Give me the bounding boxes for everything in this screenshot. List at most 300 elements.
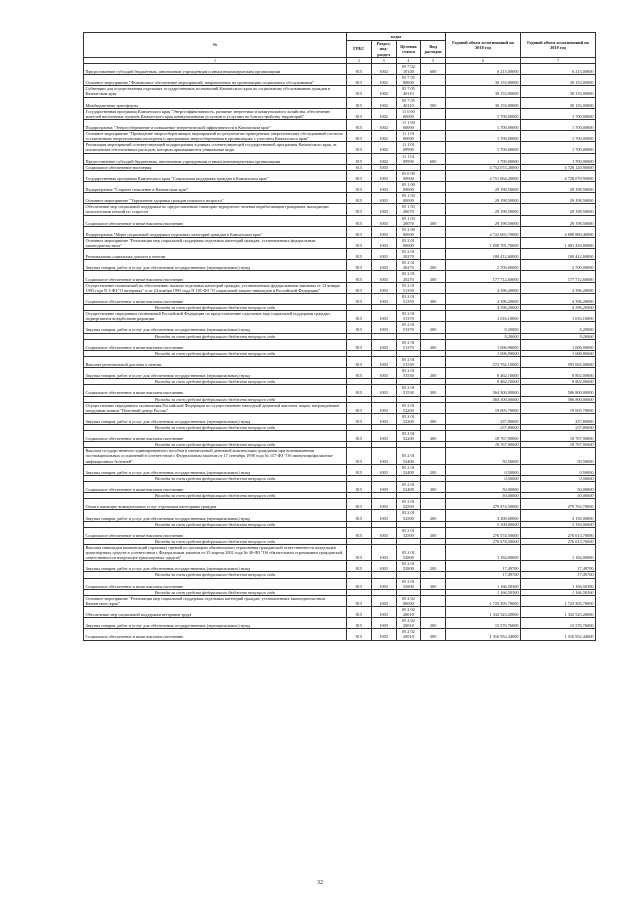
expense-type-cell [421, 402, 446, 413]
target-article-cell: 05 2 01 52400 [396, 464, 421, 475]
target-article-cell: 11 1 01 09990 [396, 142, 421, 153]
amount-2019-cell: 1 725 305,70000 [521, 595, 596, 606]
funding-note-text: Расходы за счет средств федерального бюджета текущего года [84, 538, 347, 544]
grbs-cell: 815 [347, 170, 372, 181]
target-article-cell: 05 2 02 20010 [396, 607, 421, 618]
razdel-cell: 1003 [371, 226, 396, 237]
razdel-cell: 1003 [371, 544, 396, 560]
grbs-cell: 815 [347, 431, 372, 442]
razdel-cell: 1003 [371, 164, 396, 170]
table-row [84, 97, 596, 108]
amount-2018-cell: 2 700,00000 [446, 260, 521, 271]
expense-type-cell [421, 282, 446, 293]
amount-2019-cell: 17,49700 [521, 572, 596, 578]
amount-2018-cell: 1 332 523,20000 [446, 607, 521, 618]
funding-note-text: Расходы за счет средств федерального бюджета текущего года [84, 442, 347, 448]
target-article-cell: 05 2 01 52500 [396, 527, 421, 538]
target-article-cell: 05 2 01 51370 [396, 322, 421, 333]
row-name-cell: Социальное обеспечение и иные выплаты населению [84, 578, 347, 589]
razdel-cell: 1002 [371, 64, 396, 75]
amount-2019-cell: 29 198,50000 [521, 204, 596, 215]
grbs-cell: 815 [347, 75, 372, 86]
row-name-cell: Основное мероприятие "Реализация мер социальной поддержки отдельных категорий граждан, установленных законодательством Камчатского края" [84, 595, 347, 606]
razdel-cell: 1003 [371, 402, 396, 413]
row-name-cell: Закупка товаров, работ и услуг для обеспечения государственных (муниципальных) нужд [84, 464, 347, 475]
row-name-cell: Закупка товаров, работ и услуг для обеспечения государственных (муниципальных) нужд [84, 413, 347, 424]
target-article-cell: 05 7 02 10140 [396, 64, 421, 75]
row-name-cell: Основное мероприятие "Укрепление здоровья граждан пожилого возраста" [84, 193, 347, 204]
column-index: 5 [421, 58, 446, 64]
row-name-cell: Реализация мероприятий соответствующей подпрограммы в рамках соответствующей государственной программы Камчатского края, за исключением обеспеченных расходов, которым присваиваются уникальные коды [84, 142, 347, 153]
amount-2019-cell: 1 006,90000 [521, 350, 596, 356]
table-row [84, 204, 596, 215]
amount-2019-cell: 6 213,00000 [521, 64, 596, 75]
row-name-cell: Социальное обеспечение и иные выплаты населению [84, 385, 347, 396]
budget-table [83, 32, 596, 641]
amount-2019-cell: 0,50000 [521, 475, 596, 481]
target-article-cell: 05 2 01 20270 [396, 249, 421, 260]
amount-2019-cell: 276 613,70000 [521, 538, 596, 544]
table-row [84, 544, 596, 560]
amount-2018-cell: 237,80000 [446, 413, 521, 424]
razdel-cell: 1003 [371, 282, 396, 293]
table-row [84, 260, 596, 271]
row-name-cell: Региональная социальная доплата к пенсии [84, 249, 347, 260]
expense-type-cell [421, 448, 446, 464]
expense-type-cell [421, 193, 446, 204]
table-body [84, 64, 596, 641]
amount-2019-cell: 1 700,00000 [521, 131, 596, 142]
amount-2019-cell: 4 728 078,90000 [521, 170, 596, 181]
target-article-cell: 05 2 01 51370 [396, 311, 421, 322]
amount-2018-cell: 237,80000 [446, 425, 521, 431]
row-name-cell: Основное мероприятие "Проведение энергосберегающих мероприятий по результатам проведенных энергетических обследований согласно составленным энергетическим паспортам и программам энергосбережения в организациях с участием Камчатского края" [84, 131, 347, 142]
table-row [84, 193, 596, 204]
table-row [84, 142, 596, 153]
grbs-cell: 815 [347, 249, 372, 260]
funding-note-text: Расходы за счет средств федерального бюджета текущего года [84, 396, 347, 402]
grbs-cell: 815 [347, 402, 372, 413]
amount-2018-cell: 180 412,60000 [446, 249, 521, 260]
amount-2019-cell: 17,49700 [521, 561, 596, 572]
amount-2018-cell: 564 300,00000 [446, 385, 521, 396]
target-article-cell: 11 1 00 00000 [396, 119, 421, 130]
target-article-cell: 05 2 01 51350 [396, 293, 421, 304]
table-row [84, 618, 596, 629]
table-row [84, 181, 596, 192]
row-name-cell: Социальное обеспечение и иные выплаты населению [84, 481, 347, 492]
amount-2018-cell: 1 725 305,70000 [446, 595, 521, 606]
razdel-cell: 1003 [371, 249, 396, 260]
target-article-cell: 05 2 01 52400 [396, 481, 421, 492]
grbs-cell: 815 [347, 64, 372, 75]
razdel-cell: 1003 [371, 413, 396, 424]
amount-2019-cell: 50,00000 [521, 481, 596, 492]
amount-2018-cell: 29 198,50000 [446, 215, 521, 226]
funding-note-text: Расходы за счет средств федерального бюджета текущего года [84, 425, 347, 431]
funding-note-text: Расходы за счет средств федерального бюджета текущего года [84, 572, 347, 578]
amount-2019-cell: 279 763,70000 [521, 499, 596, 510]
razdel-cell: 1003 [371, 618, 396, 629]
amount-2019-cell: 50,00000 [521, 493, 596, 499]
amount-2018-cell: 29 198,50000 [446, 204, 521, 215]
amount-2019-cell: 18 767,90000 [521, 431, 596, 442]
grbs-cell: 815 [347, 153, 372, 164]
row-name-cell: Осуществление полномочий по обеспечению жильем отдельных категорий граждан, установленных федеральными законами от 12 января 1995 года N 5-ФЗ "О ветеранах" и от 24 ноября 1995 года N 181-ФЗ "О социальной защите инвалидов в Российской Федерации" [84, 282, 347, 293]
grbs-cell: 815 [347, 629, 372, 640]
expense-type-cell [421, 119, 446, 130]
amount-2018-cell: 1 700,00000 [446, 131, 521, 142]
expense-type-cell: 200 [421, 510, 446, 521]
grbs-cell: 815 [347, 97, 372, 108]
target-article-cell: 05 2 01 20270 [396, 260, 421, 271]
amount-2019-cell: 237,80000 [521, 413, 596, 424]
table-row [84, 368, 596, 379]
grbs-cell: 815 [347, 181, 372, 192]
amount-2018-cell: 30 153,00000 [446, 86, 521, 97]
expense-type-cell: 200 [421, 413, 446, 424]
table-row [84, 499, 596, 510]
amount-2019-cell: 9,20000 [521, 322, 596, 333]
grbs-cell: 815 [347, 499, 372, 510]
amount-2018-cell: 4 396,20000 [446, 305, 521, 311]
razdel-cell: 1003 [371, 481, 396, 492]
column-index: 6 [446, 58, 521, 64]
col-header-2018: Годовой объем ассигнований на 2018 год [446, 33, 521, 58]
col-header-target-article: Целевая статья [396, 41, 421, 58]
grbs-cell: 815 [347, 237, 372, 248]
grbs-cell: 815 [347, 368, 372, 379]
header-row-top [84, 33, 596, 41]
expense-type-cell: 600 [421, 64, 446, 75]
table-row [84, 431, 596, 442]
amount-2018-cell: 1 700,00000 [446, 108, 521, 119]
table-row [84, 448, 596, 464]
grbs-cell: 815 [347, 215, 372, 226]
grbs-cell: 815 [347, 527, 372, 538]
amount-2019-cell: 1 700,00000 [521, 119, 596, 130]
funding-note-text: Расходы за счет средств федерального бюджета текущего года [84, 493, 347, 499]
razdel-cell: 1003 [371, 293, 396, 304]
amount-2019-cell: 0,50000 [521, 464, 596, 475]
amount-2019-cell: 3 150,00000 [521, 521, 596, 527]
grbs-cell: 815 [347, 164, 372, 170]
expense-type-cell [421, 204, 446, 215]
row-name-cell: Социальное обеспечение и иные выплаты населению [84, 215, 347, 226]
target-article-cell: 11 1 01 09990 [396, 153, 421, 164]
target-article-cell: 05 2 02 00000 [396, 595, 421, 606]
grbs-cell: 815 [347, 311, 372, 322]
amount-2019-cell: 1 700,00000 [521, 142, 596, 153]
column-index: 1 [84, 58, 347, 64]
table-row [84, 131, 596, 142]
amount-2018-cell: 1 166,50300 [446, 578, 521, 589]
razdel-cell: 1002 [371, 119, 396, 130]
razdel-cell: 1003 [371, 385, 396, 396]
amount-2018-cell: 1 700,00000 [446, 142, 521, 153]
expense-type-cell: 300 [421, 293, 446, 304]
table-row [84, 226, 596, 237]
razdel-cell: 1003 [371, 595, 396, 606]
row-name-cell: Закупка товаров, работ и услуг для обеспечения государственных (муниципальных) нужд [84, 618, 347, 629]
amount-2019-cell: 237,80000 [521, 425, 596, 431]
row-name-cell: Обеспечение мер социальной поддержки ветеранов труда [84, 607, 347, 618]
expense-type-cell [421, 249, 446, 260]
razdel-cell: 1003 [371, 499, 396, 510]
target-article-cell: 05 2 01 52800 [396, 544, 421, 560]
razdel-cell: 1003 [371, 204, 396, 215]
expense-type-cell [421, 237, 446, 248]
amount-2019-cell: 30 153,00000 [521, 97, 596, 108]
amount-2019-cell: 1 006,90000 [521, 339, 596, 350]
funding-note-text: Расходы за счет средств федерального бюджета текущего года [84, 589, 347, 595]
amount-2019-cell: 586 800,00000 [521, 385, 596, 396]
grbs-cell: 815 [347, 561, 372, 572]
table-row [84, 413, 596, 424]
amount-2019-cell: 586 800,00000 [521, 396, 596, 402]
table-row [84, 607, 596, 618]
target-article-cell: 05 2 01 52500 [396, 499, 421, 510]
table-row [84, 215, 596, 226]
row-name-cell: Межбюджетные трансферты [84, 97, 347, 108]
amount-2019-cell: 2 700,00000 [521, 260, 596, 271]
table-row [84, 510, 596, 521]
target-article-cell: 05 7 05 00000 [396, 75, 421, 86]
amount-2018-cell: 1 316 952,44000 [446, 629, 521, 640]
grbs-cell: 815 [347, 595, 372, 606]
amount-2019-cell: 1 316 952,44000 [521, 629, 596, 640]
amount-2019-cell: 1 016,10000 [521, 311, 596, 322]
row-name-cell: Государственная программа Камчатского края "Социальная поддержка граждан в Камчатском крае" [84, 170, 347, 181]
table-row [84, 385, 596, 396]
row-name-cell: Социальное обеспечение и иные выплаты населению [84, 293, 347, 304]
amount-2018-cell: 1 184,00000 [446, 544, 521, 560]
page-number: 32 [317, 880, 323, 886]
amount-2018-cell: 18 767,90000 [446, 442, 521, 448]
amount-2018-cell: 1 006,90000 [446, 339, 521, 350]
amount-2019-cell: 30 153,00000 [521, 75, 596, 86]
grbs-cell: 815 [347, 86, 372, 97]
expense-type-cell [421, 75, 446, 86]
table-row [84, 249, 596, 260]
amount-2018-cell: 30 153,00000 [446, 97, 521, 108]
row-name-cell: Социальное обеспечение и иные выплаты населению [84, 629, 347, 640]
target-article-cell: 05 2 01 51370 [396, 339, 421, 350]
amount-2019-cell: 1 700,00000 [521, 153, 596, 164]
expense-type-cell: 300 [421, 385, 446, 396]
expense-type-cell [421, 595, 446, 606]
table-row [84, 339, 596, 350]
razdel-cell: 1003 [371, 237, 396, 248]
amount-2018-cell: 1 166,50300 [446, 589, 521, 595]
expense-type-cell: 200 [421, 322, 446, 333]
amount-2018-cell: 3 300,00000 [446, 521, 521, 527]
row-name-cell: Подпрограмма "Меры социальной поддержки отдельных категорий граждан в Камчатском крае" [84, 226, 347, 237]
target-article-cell: 05 2 00 00000 [396, 226, 421, 237]
razdel-cell: 1003 [371, 527, 396, 538]
row-name-cell: Социальное обеспечение населения [84, 164, 347, 170]
expense-type-cell: 300 [421, 431, 446, 442]
target-article-cell: 05 1 03 20070 [396, 204, 421, 215]
amount-2019-cell: 8 802,00000 [521, 368, 596, 379]
target-article-cell: 11 1 01 00000 [396, 131, 421, 142]
grbs-cell: 815 [347, 448, 372, 464]
expense-type-cell: 600 [421, 153, 446, 164]
row-name-cell: Социальное обеспечение и иные выплаты населению [84, 271, 347, 282]
amount-2019-cell: 9,20000 [521, 333, 596, 339]
grbs-cell: 815 [347, 260, 372, 271]
amount-2018-cell: 276 574,50000 [446, 527, 521, 538]
amount-2018-cell: 564 300,00000 [446, 396, 521, 402]
amount-2018-cell: 1 700,00000 [446, 119, 521, 130]
table-row [84, 293, 596, 304]
amount-2018-cell: 3 300,00000 [446, 510, 521, 521]
razdel-cell: 1003 [371, 448, 396, 464]
row-name-cell: Закупка товаров, работ и услуг для обеспечения государственных (муниципальных) нужд [84, 322, 347, 333]
amount-2018-cell: 1 700,00000 [446, 153, 521, 164]
grbs-cell: 815 [347, 413, 372, 424]
amount-2018-cell: 17,49700 [446, 561, 521, 572]
col-header-expense-type: Вид расходов [421, 41, 446, 58]
row-name-cell: Подпрограмма "Старшее поколение в Камчатском крае" [84, 181, 347, 192]
funding-note-text: Расходы за счет средств федерального бюджета текущего года [84, 305, 347, 311]
grbs-cell: 815 [347, 578, 372, 589]
razdel-cell: 1003 [371, 356, 396, 367]
amount-2019-cell: 15 570,76000 [521, 618, 596, 629]
table-row [84, 75, 596, 86]
amount-2019-cell: 19 005,70000 [521, 402, 596, 413]
amount-2018-cell: 4 396,20000 [446, 282, 521, 293]
razdel-cell: 1003 [371, 181, 396, 192]
amount-2019-cell: 3 150,00000 [521, 510, 596, 521]
expense-type-cell: 300 [421, 578, 446, 589]
table-row [84, 64, 596, 75]
expense-type-cell [421, 544, 446, 560]
amount-2019-cell: 4 728 120,90000 [521, 164, 596, 170]
grbs-cell: 815 [347, 322, 372, 333]
grbs-cell: 815 [347, 481, 372, 492]
grbs-cell: 815 [347, 204, 372, 215]
expense-type-cell [421, 181, 446, 192]
expense-type-cell: 200 [421, 464, 446, 475]
amount-2018-cell: 8 462,10000 [446, 379, 521, 385]
grbs-cell: 815 [347, 385, 372, 396]
expense-type-cell [421, 142, 446, 153]
row-name-cell: Осуществление переданного полномочия Российской Федерации по осуществлению ежегодной денежной выплаты лицам, награжденным нагрудным знаком "Почетный донор России" [84, 402, 347, 413]
expense-type-cell: 300 [421, 271, 446, 282]
amount-2018-cell: 9,20000 [446, 333, 521, 339]
table-row [84, 629, 596, 640]
razdel-cell: 1003 [371, 311, 396, 322]
grbs-cell: 815 [347, 544, 372, 560]
target-article-cell: 05 1 03 00000 [396, 193, 421, 204]
target-article-cell: 05 7 05 40110 [396, 97, 421, 108]
grbs-cell: 815 [347, 464, 372, 475]
expense-type-cell [421, 108, 446, 119]
amount-2018-cell: 15 570,76000 [446, 618, 521, 629]
amount-2019-cell: 1 332 523,20000 [521, 607, 596, 618]
expense-type-cell: 300 [421, 339, 446, 350]
target-article-cell: 05 2 01 52800 [396, 578, 421, 589]
amount-2019-cell: 50,50000 [521, 448, 596, 464]
amount-2018-cell: 0,50000 [446, 464, 521, 475]
razdel-cell: 1002 [371, 108, 396, 119]
amount-2019-cell: 1 700,00000 [521, 108, 596, 119]
row-name-cell: Закупка товаров, работ и услуг для обеспечения государственных (муниципальных) нужд [84, 561, 347, 572]
amount-2018-cell: 8 462,10000 [446, 368, 521, 379]
table-row [84, 322, 596, 333]
table-row [84, 153, 596, 164]
amount-2018-cell: 4 751 864,20000 [446, 170, 521, 181]
target-article-cell: 05 2 02 20010 [396, 618, 421, 629]
amount-2018-cell: 0,50000 [446, 475, 521, 481]
expense-type-cell [421, 499, 446, 510]
amount-2018-cell: 30 153,00000 [446, 75, 521, 86]
row-name-cell: Основное мероприятие "Финансовое обеспечение мероприятий, направленных на организацию социального обслуживания" [84, 75, 347, 86]
expense-type-cell [421, 607, 446, 618]
grbs-cell: 815 [347, 356, 372, 367]
target-article-cell: 05 1 03 20070 [396, 215, 421, 226]
funding-note-text: Расходы за счет средств федерального бюджета текущего года [84, 379, 347, 385]
target-article-cell: 05 2 02 20010 [396, 629, 421, 640]
amount-2018-cell: 50,00000 [446, 493, 521, 499]
amount-2018-cell: 17,49700 [446, 572, 521, 578]
amount-2018-cell: 50,50000 [446, 448, 521, 464]
table-row [84, 282, 596, 293]
grbs-cell: 815 [347, 293, 372, 304]
razdel-cell: 1003 [371, 215, 396, 226]
razdel-cell: 1002 [371, 97, 396, 108]
amount-2018-cell: 50,00000 [446, 481, 521, 492]
row-name-cell: Осуществление переданных полномочий Российской Федерации по предоставлению отдельных мер социальной поддержки граждан, подвергшихся воздействию радиации [84, 311, 347, 322]
amount-2019-cell: 4 396,20000 [521, 305, 596, 311]
expense-type-cell: 200 [421, 260, 446, 271]
razdel-cell: 1003 [371, 368, 396, 379]
expense-type-cell: 200 [421, 618, 446, 629]
table-row [84, 119, 596, 130]
amount-2019-cell: 29 198,50000 [521, 181, 596, 192]
target-article-cell: 11 0 00 00000 [396, 108, 421, 119]
col-header-grbs: ГРБС [347, 41, 372, 58]
target-article-cell: 05 2 01 00000 [396, 237, 421, 248]
table-row [84, 481, 596, 492]
grbs-cell: 815 [347, 131, 372, 142]
col-header-number: № [84, 33, 347, 58]
table-row [84, 356, 596, 367]
amount-2018-cell: 276 574,50000 [446, 538, 521, 544]
target-article-cell: 05 1 00 00000 [396, 181, 421, 192]
table-row [84, 170, 596, 181]
amount-2018-cell: 6 213,00000 [446, 64, 521, 75]
target-article-cell: 05 2 01 52500 [396, 510, 421, 521]
table-row [84, 108, 596, 119]
grbs-cell: 815 [347, 510, 372, 521]
row-name-cell: Социальное обеспечение и иные выплаты населению [84, 431, 347, 442]
razdel-cell: 1003 [371, 629, 396, 640]
grbs-cell: 815 [347, 142, 372, 153]
target-article-cell: 05 2 01 51350 [396, 282, 421, 293]
row-name-cell: Оплата жилищно-коммунальных услуг отдельным категориям граждан [84, 499, 347, 510]
amount-2019-cell: 4 698 880,40000 [521, 226, 596, 237]
razdel-cell: 1003 [371, 607, 396, 618]
row-name-cell: Обеспечение мер социальной поддержки по предоставлению санаторно-курортного лечения неработающим гражданам, выходящим получателями пенсий по старости [84, 204, 347, 215]
razdel-cell: 1003 [371, 260, 396, 271]
target-article-cell: 05 0 00 00000 [396, 170, 421, 181]
expense-type-cell: 300 [421, 215, 446, 226]
razdel-cell: 1003 [371, 561, 396, 572]
razdel-cell: 1003 [371, 271, 396, 282]
amount-2019-cell: 4 396,20000 [521, 293, 596, 304]
